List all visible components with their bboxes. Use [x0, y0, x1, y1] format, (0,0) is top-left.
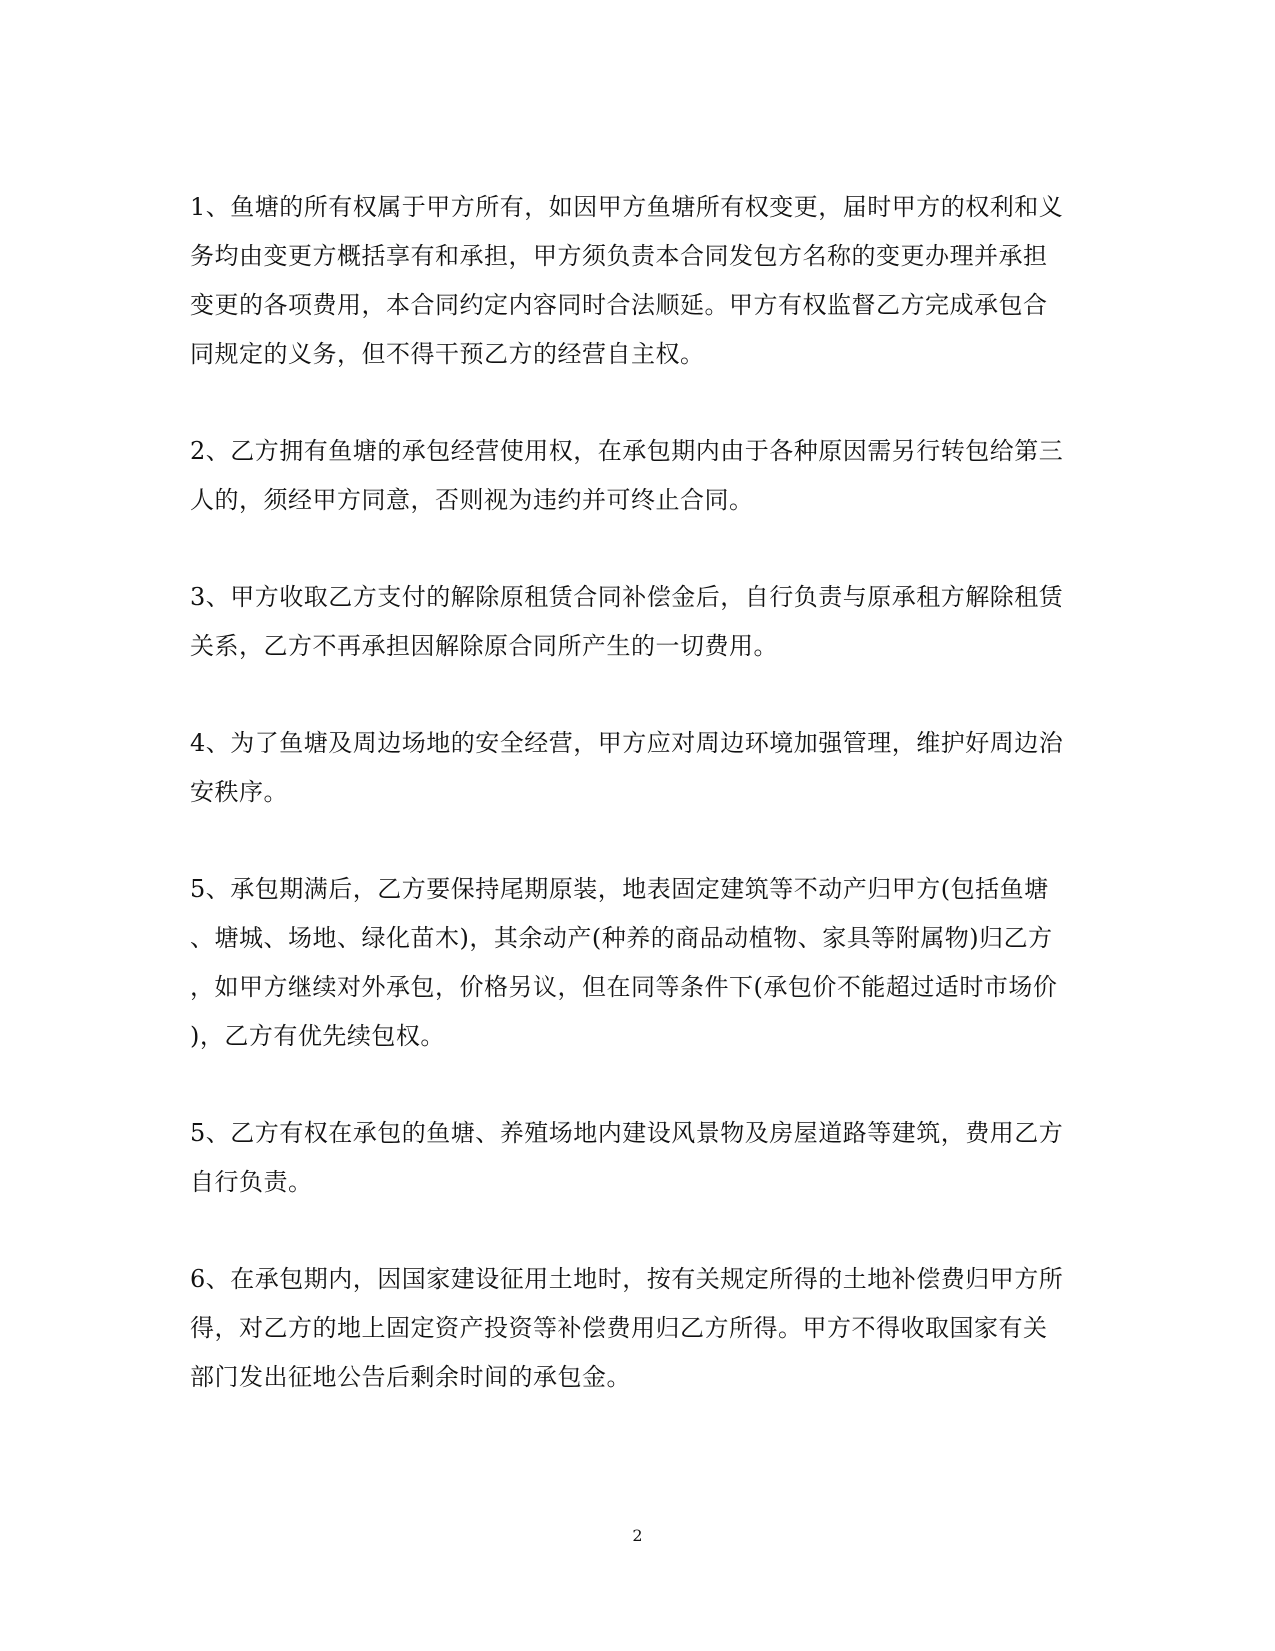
clause-paragraph-6 — [190, 1109, 1090, 1207]
text-line: 安秩序。 — [190, 778, 288, 806]
text-line: 3、甲方收取乙方支付的解除原租赁合同补偿金后，自行负责与原承租方解除租赁 — [190, 583, 1064, 611]
clause-paragraph-2 — [190, 427, 1090, 525]
text-line: 得，对乙方的地上固定资产投资等补偿费用归乙方所得。甲方不得收取国家有关 — [190, 1314, 1048, 1342]
text-line: 关系，乙方不再承担因解除原合同所产生的一切费用。 — [190, 632, 778, 660]
text-line: 2、乙方拥有鱼塘的承包经营使用权，在承包期内由于各种原因需另行转包给第三 — [190, 437, 1064, 465]
text-line: 5、乙方有权在承包的鱼塘、养殖场地内建设风景物及房屋道路等建筑，费用乙方 — [190, 1119, 1064, 1147]
text-line: 同规定的义务，但不得干预乙方的经营自主权。 — [190, 340, 705, 368]
text-line: 5、承包期满后，乙方要保持尾期原装，地表固定建筑等不动产归甲方(包括鱼塘 — [190, 875, 1049, 903]
text-line: 部门发出征地公告后剩余时间的承包金。 — [190, 1363, 631, 1391]
clause-paragraph-4 — [190, 719, 1090, 817]
clause-paragraph-5 — [190, 865, 1090, 1061]
text-line: 6、在承包期内，因国家建设征用土地时，按有关规定所得的土地补偿费归甲方所 — [190, 1265, 1064, 1293]
text-line: 1、鱼塘的所有权属于甲方所有，如因甲方鱼塘所有权变更，届时甲方的权利和义 — [190, 193, 1064, 221]
text-line: 务均由变更方概括享有和承担，甲方须负责本合同发包方名称的变更办理并承担 — [190, 242, 1048, 270]
text-line: 4、为了鱼塘及周边场地的安全经营，甲方应对周边环境加强管理，维护好周边治 — [190, 729, 1064, 757]
text-line: ，如甲方继续对外承包，价格另议，但在同等条件下(承包价不能超过适时市场价 — [190, 973, 1058, 1001]
text-line: 、塘城、场地、绿化苗木)，其余动产(种养的商品动植物、家具等附属物)归乙方 — [190, 924, 1053, 952]
page-number: 2 — [632, 1526, 643, 1545]
text-line: 人的，须经甲方同意，否则视为违约并可终止合同。 — [190, 486, 754, 514]
document-body — [190, 183, 1090, 1450]
clause-paragraph-3 — [190, 573, 1090, 671]
text-line: 自行负责。 — [190, 1168, 313, 1196]
text-line: 变更的各项费用，本合同约定内容同时合法顺延。甲方有权监督乙方完成承包合 — [190, 291, 1048, 319]
clause-paragraph-7 — [190, 1255, 1090, 1402]
text-line: )，乙方有优先续包权。 — [190, 1022, 445, 1050]
clause-paragraph-1 — [190, 183, 1090, 379]
